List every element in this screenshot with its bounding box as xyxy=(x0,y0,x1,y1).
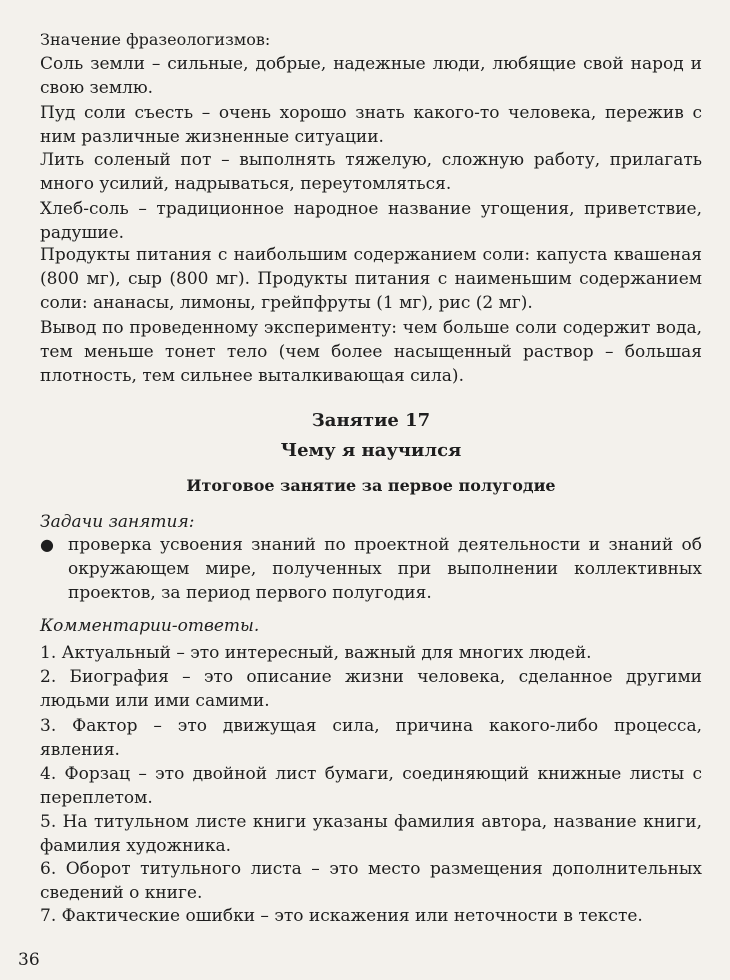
lesson-subtitle: Итоговое занятие за первое полугодие xyxy=(186,476,556,495)
task-list-item xyxy=(40,533,702,605)
answer-item: 1. Актуальный – это интересный, важный для многих людей. xyxy=(40,643,592,663)
comments-label: Комментарии-ответы. xyxy=(40,616,260,636)
experiment-conclusion: Вывод по проведенному эксперименту: чем больше соли содержит вода, тем меньше тонет тело (чем более насыщенный раствор – большая плотность, тем сильнее выталкивающая сила). xyxy=(40,318,702,386)
tasks-label: Задачи занятия: xyxy=(40,512,195,532)
meaning-paragraph-1: Соль земли – сильные, добрые, надежные люди, любящие свой народ и свою землю. xyxy=(40,54,702,98)
answer-item: 2. Биография – это описание жизни человека, сделанное другими людьми или ими самими. xyxy=(40,667,702,711)
answer-item: 6. Оборот титульного листа – это место размещения дополнительных сведений о книге. xyxy=(40,859,702,903)
meaning-paragraph-4: Хлеб-соль – традиционное народное название угощения, приветствие, радушие. xyxy=(40,199,702,243)
meaning-paragraph-3: Лить соленый пот – выполнять тяжелую, сложную работу, прилагать много усилий, надрываться, переутомляться. xyxy=(40,150,702,194)
lesson-number: Занятие 17 xyxy=(311,410,431,431)
answer-item: 5. На титульном листе книги указаны фамилия автора, название книги, фамилия художника. xyxy=(40,812,702,856)
lesson-title: Чему я научился xyxy=(280,440,462,461)
page-number: 36 xyxy=(18,950,40,970)
answer-item: 7. Фактические ошибки – это искажения или неточности в тексте. xyxy=(40,906,643,926)
meaning-paragraph-2: Пуд соли съесть – очень хорошо знать какого-то человека, пережив с ним различные жизненные ситуации. xyxy=(40,103,702,147)
answer-item: 3. Фактор – это движущая сила, причина какого-либо процесса, явления. xyxy=(40,716,702,760)
salt-content-paragraph: Продукты питания с наибольшим содержанием соли: капуста квашеная (800 мг), сыр (800 мг). Продукты питания с наименьшим содержанием соли: ананасы, лимоны, грейпфруты (1 мг), рис (2 мг). xyxy=(40,245,702,313)
answer-item: 4. Форзац – это двойной лист бумаги, соединяющий книжные листы с переплетом. xyxy=(40,764,702,808)
task-text: проверка усвоения знаний по проектной деятельности и знаний об окружающем мире, полученных при выполнении коллективных проектов, за период первого полугодия. xyxy=(68,535,702,603)
meanings-heading: Значение фразеологизмов: xyxy=(40,30,271,49)
bullet-icon: ● xyxy=(40,535,54,554)
